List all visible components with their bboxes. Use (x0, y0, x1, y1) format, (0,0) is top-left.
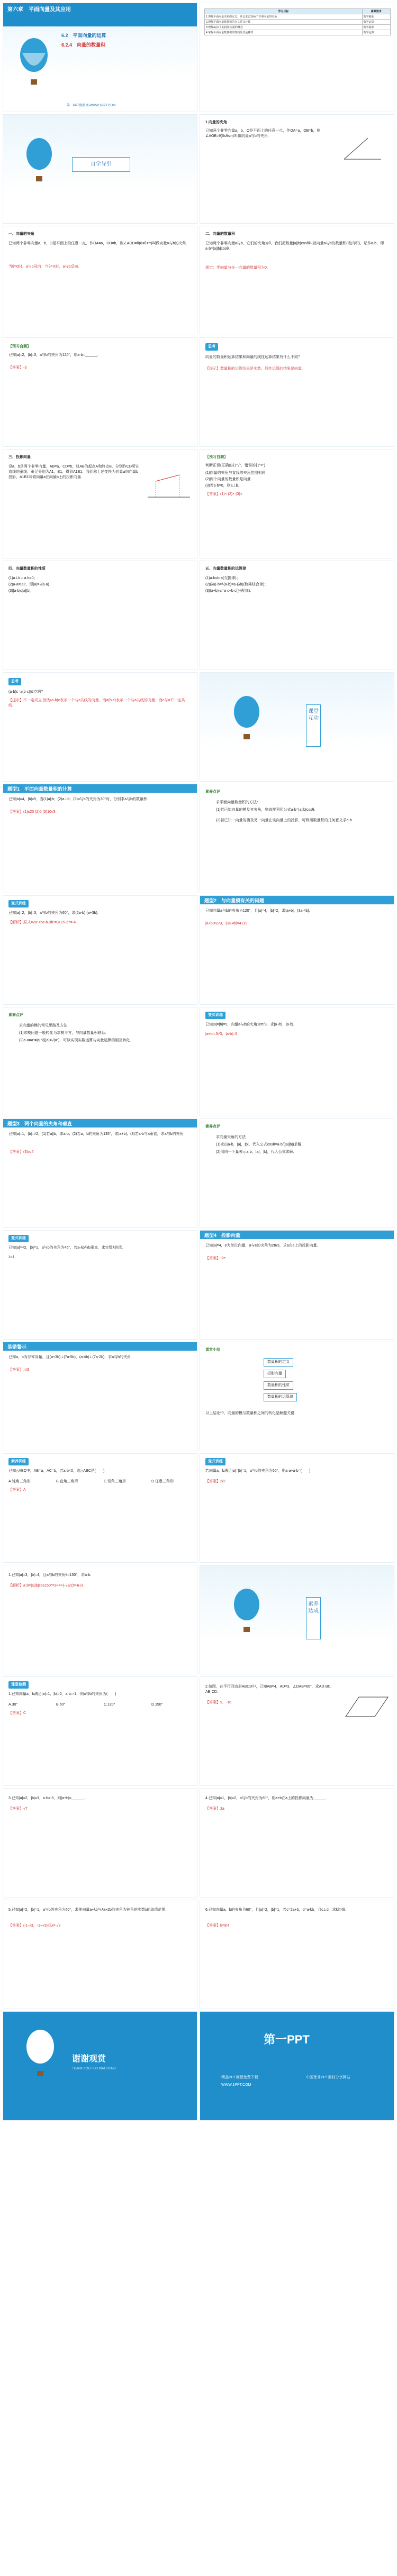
slide-variant-2 (200, 1007, 394, 1116)
check5-problem: 5.已知|a|=2，|b|=1，a与b的夹角为60°，求使向量a+λb与λa+2b的夹角为钝角的实数λ的取值范围. (8, 1908, 167, 1912)
think2-tag: 思考 (8, 678, 21, 685)
check1-opt-d: D.150° (151, 1703, 163, 1707)
goals-header2: 素养要求 (362, 9, 390, 14)
goal-row-1-req: 数学抽象 (362, 14, 390, 20)
literacy-tag: 素养训练 (8, 1458, 29, 1465)
slide-laws (200, 561, 394, 670)
cover-chapter: 第六章 平面向量及其应用 (7, 7, 71, 13)
comment2-item-2: (2)a·a=a²=|a|²或|a|=√(a²)，可以实现实数运算与向量运算的相互转化. (19, 1039, 131, 1042)
law-1: (1)a·b=b·a(交换律)； (205, 576, 240, 580)
slide-variant-1 (3, 895, 197, 1005)
slide-think-1 (200, 337, 394, 447)
type3-problem: 已知|a|=1，|b|=√2，(1)若a∥b，求a·b；(2)若a，b的夹角为135°，求|a+b|；(3)若a-b与a垂直，求a与b的夹角. (8, 1132, 185, 1136)
property-2: (2)a·a=|a|²，即|a|=√(a·a)； (8, 583, 53, 586)
slide-goals (200, 3, 394, 112)
slide-ad (200, 2011, 394, 2121)
summary-item-2: 投影向量 (264, 1370, 286, 1378)
slide-variant-3 (3, 1230, 197, 1340)
variant4-problem: 若向量a，b满足|a|=|b|=1，a与b的夹角为60°，则a·a+a·b=( ) (205, 1469, 311, 1473)
goals-header: 学习目标 (205, 9, 363, 14)
goals-table (204, 8, 391, 35)
summary-item-4: 数量积的运算律 (264, 1393, 297, 1401)
check3-answer: 【答案】√7 (8, 1807, 28, 1811)
check3-problem: 3.已知|a|=2，|b|=3，a·b=-3，则|a+b|=______. (8, 1796, 85, 1800)
slide-cover (3, 3, 197, 112)
goal-row-4-req: 数学运算 (362, 30, 390, 35)
cover-section: 6.2 平面向量的运算 (61, 33, 106, 38)
preview2-item-2: (2)两个向量的数量积是向量. (205, 478, 252, 481)
preview-title: 【预习自测】 (8, 345, 31, 349)
slide-preview-1 (3, 337, 197, 447)
angle-def-text: 已知两个非零向量a，b，O是平面上的任意一点，作OA=a，OB=b，则∠AOB=θ(0≤θ≤π)叫做向量a与b的夹角. (205, 129, 321, 138)
projection-body: 设a，b是两个非零向量，AB=a，CD=b，过AB的起点A和终点B，分别作CD所在直线的垂线，垂足分别为A1，B1，得到A1B1，我们称上述变换为向量a向向量b投影，A1B1叫做向量a在向量b上的投影向量. (8, 465, 139, 479)
comment1-item-2: (2)若已知一向量的模及另一向量在该向量上的投影，可利用数量积的几何意义求a·b. (216, 819, 353, 822)
balloon-icon (24, 136, 54, 189)
check2-answer: 【答案】9，-16 (205, 1701, 232, 1704)
check1-answer: 【答案】C (8, 1711, 26, 1715)
summary-title: 课堂小结 (205, 1348, 220, 1352)
preview2-item-1: (1)向量的夹角与直线的夹角范围相同. (205, 471, 267, 475)
summary-item-1: 数量积的定义 (264, 1358, 293, 1367)
goal-row-1: 1.理解平面向量夹角的定义，并会求已知两个非零向量的夹角 (205, 14, 363, 20)
comment3-title: 素养点评 (205, 1125, 220, 1129)
ad-line2: WWW.1PPT.COM (221, 2083, 251, 2087)
ad-brand: 第一PPT (264, 2033, 310, 2046)
think-question: 向量的数量积运算结果和向量的线性运算结果有什么不同？ (205, 355, 302, 359)
type3-title: 题型3 两个向量的夹角和垂直 (7, 1121, 73, 1126)
slide-literacy-achieved (200, 1565, 394, 1674)
slide-comment-1 (200, 784, 394, 893)
slide-comment-2 (3, 1007, 197, 1116)
warning-answer: 【答案】π/3 (8, 1368, 29, 1372)
check1-opt-b: B.60° (56, 1703, 66, 1707)
variant3-tag: 变式训练 (8, 1235, 29, 1242)
parallelogram-diagram (343, 1693, 391, 1719)
slide-type2 (200, 895, 394, 1005)
goal-row-3: 3.理解a在b上的投影向量的概念 (205, 25, 363, 30)
section-title-box: 自学导引 (72, 157, 130, 172)
comment2-lead: 求向量的模的常见思路及方法 (19, 1024, 67, 1028)
variant1-answer: 【解析】原式=2a²+5a·b-3b²=8+15-27=-4. (8, 921, 77, 924)
warning-title: 易错警示 (7, 1344, 27, 1350)
check-tag: 课堂检测 (8, 1681, 29, 1689)
check2-problem: 2.如图，在平行四边形ABCD中，已知AB=4，AD=3，∠DAB=60°，求AD·BC，AB·CD. (205, 1685, 335, 1694)
slide-type3 (3, 1119, 197, 1228)
slide-dot-def (200, 226, 394, 335)
type1-problem: 已知|a|=4，|b|=5，当(1)a∥b；(2)a⊥b；(3)a与b的夹角为30°时，分别求a与b的数量积. (8, 797, 148, 801)
comment3-item-1: (1)求出a·b，|a|，|b|，代入公式cosθ=a·b/(|a||b|)求解. (216, 1143, 303, 1147)
slide-check-3 (3, 1788, 197, 1897)
type2-answer: |a+b|=2√3，|3a-4b|=4√19 (205, 922, 248, 925)
variant3-answer: λ=1 (8, 1255, 15, 1259)
angle-section: 一、向量的夹角 (8, 232, 34, 236)
section-title-box-3: 素养达成 (306, 1597, 321, 1639)
angle-body: 已知两个非零向量a，b，O是平面上的任意一点，作OA=a，OB=b，则∠AOB=θ(0≤θ≤π)叫做向量a与b的夹角. (8, 242, 187, 245)
think2-question: (a·b)c=a(b·c)成立吗？ (8, 690, 45, 694)
type4-answer: 【答案】-2e (205, 1257, 226, 1260)
variant4-tag: 变式训练 (205, 1458, 225, 1465)
check4-problem: 4.已知|a|=1，|b|=2，a与b的夹角为60°，则a+b在a上的投影向量为______. (205, 1796, 327, 1800)
goal-row-3-req: 数学抽象 (362, 25, 390, 30)
preview-question: 已知|a|=2，|b|=3，a与b的夹角为120°，则a·b=______. (8, 353, 98, 357)
literacy-opt-a: A.钝角三角形 (8, 1480, 31, 1483)
check6-answer: 【答案】k=9/4 (205, 1924, 230, 1928)
dot-body: 已知两个非零向量a与b，它们的夹角为θ，我们把数量|a||b|cosθ叫做向量a与b的数量积(或内积)，记作a·b，即a·b=|a||b|cosθ. (205, 242, 384, 251)
property-3: (3)|a·b|≤|a||b|. (8, 589, 32, 593)
cover-subsection: 6.2.4 向量的数量积 (61, 42, 106, 48)
law-2: (2)(λa)·b=λ(a·b)=a·(λb)(数乘结合律)； (205, 583, 268, 586)
warning-problem: 已知a，b为非零向量，且(a+3b)⊥(7a-5b)，(a-4b)⊥(7a-2b)，求a与b的夹角. (8, 1355, 132, 1359)
comment1-title: 素养点评 (205, 790, 220, 794)
type1-answer: 【答案】(1)±20 (2)0 (3)10√3 (8, 810, 56, 814)
balloon-icon (232, 694, 261, 747)
think-answer: 【提示】数量积的运算结果是实数，线性运算的结果是向量. (205, 367, 303, 371)
angle-heading: 1.向量的夹角 (205, 121, 227, 124)
slide-check-6 (200, 1900, 394, 2009)
section-title-box-2: 课堂互动 (306, 704, 321, 747)
cover-footer: 第一PPT模板网-WWW.1PPT.COM (67, 104, 115, 107)
slide-check-5 (3, 1900, 197, 2009)
preview-answer: 【答案】-3 (8, 366, 27, 370)
check1-opt-a: A.30° (8, 1703, 18, 1707)
type2-title: 题型2 与向量模有关的问题 (204, 898, 265, 903)
slide-variant-4 (200, 1453, 394, 1563)
exercise1-answer: 【解析】a·b=|a||b|cos150°=3×4×(-√3/2)=-6√3. (8, 1584, 85, 1588)
check5-answer: 【答案】(-1-√3，-1+√3)且λ≠-√2 (8, 1924, 61, 1928)
think-tag: 思考 (205, 343, 218, 351)
projection-heading: 三、投影向量 (8, 455, 31, 459)
law-3: (3)(a+b)·c=a·c+b·c(分配律). (205, 589, 251, 593)
goal-row-2-req: 数学运算 (362, 20, 390, 25)
think2-answer: 【提示】不一定成立.因为(a·b)c表示一个与c共线的向量，而a(b·c)表示一个与a共线的向量，而c与a不一定共线. (8, 699, 185, 708)
balloon-icon (18, 36, 50, 94)
type4-problem: 已知|a|=4，e为单位向量，a与e的夹角为2π/3，求a在e上的投影向量. (205, 1244, 318, 1248)
check1-problem: 1.已知向量a，b满足|a|=1，|b|=2，a·b=-1，则a与b的夹角为( ) (8, 1692, 116, 1696)
variant2-problem: 已知|a|=|b|=5，向量a与b的夹角为π/3，求|a+b|，|a-b|. (205, 1023, 294, 1026)
slide-think-2 (3, 672, 197, 782)
variant2-answer: |a+b|=5√3，|a-b|=5 (205, 1032, 237, 1036)
literacy-opt-c: C.锐角三角形 (104, 1480, 126, 1483)
slide-projection (3, 449, 197, 558)
slide-type1 (3, 784, 197, 893)
preview2-prompt: 判断正误(正确的打“√”，错误的打“×”) (205, 464, 265, 467)
slide-type4 (200, 1230, 394, 1340)
property-1: (1)a⊥b⇔a·b=0； (8, 576, 38, 580)
preview2-item-3: (3)若a·b=0，则a⊥b. (205, 484, 239, 488)
slide-check-2 (200, 1676, 394, 1786)
slide-check-1 (3, 1676, 197, 1786)
comment1-item-1: (1)若已知向量的模及其夹角，则直接利用公式a·b=|a||b|cosθ. (216, 808, 315, 812)
slide-summary (200, 1342, 394, 1451)
variant1-tag: 变式训练 (8, 900, 29, 907)
variant4-answer: 【答案】3/2 (205, 1480, 225, 1483)
summary-note: 以上结论中，向量的模与数量积之间的转化是解题关键. (205, 1411, 295, 1415)
projection-diagram (145, 471, 193, 502)
literacy-opt-b: B.直角三角形 (56, 1480, 78, 1483)
type1-title: 题型1 平面向量数量积的计算 (7, 786, 73, 792)
variant2-tag: 变式训练 (205, 1012, 225, 1019)
slide-angle-def (200, 114, 394, 224)
goal-row-4: 4.掌握平面向量数量积的性质及其运算律 (205, 30, 363, 35)
dot-heading: 二、向量的数量积 (205, 232, 235, 236)
angle-diagram (339, 133, 386, 164)
slide-self-study-title (3, 114, 197, 224)
comment1-lead: 求平面向量数量积的方法： (216, 801, 260, 804)
comment2-item-1: (1)求模问题一般转化为求模平方，与向量数量积联系. (19, 1031, 106, 1035)
properties-heading: 四、向量数量积的性质 (8, 567, 46, 571)
slide-preview-2 (200, 449, 394, 558)
comment3-lead: 求向量夹角的方法 (216, 1135, 246, 1139)
slide-angle-text (3, 226, 197, 335)
slide-class-interaction (200, 672, 394, 782)
variant3-problem: 已知|a|=√2，|b|=1，a与b的夹角为45°，若a-λb与b垂直，求实数λ的值. (8, 1246, 123, 1250)
slide-check-4 (200, 1788, 394, 1897)
type3-answer: 【答案】(3)π/4 (8, 1150, 34, 1154)
slide-comment-3 (200, 1119, 394, 1228)
comment3-item-2: (2)用同一个量表示a·b，|a|，|b|，代入公式求解. (216, 1150, 294, 1154)
thanks-title: 谢谢观赏 (72, 2055, 106, 2064)
comment2-title: 素养点评 (8, 1013, 23, 1017)
variant1-problem: 已知|a|=2，|b|=3，a与b的夹角为60°，求(2a-b)·(a+3b). (8, 911, 98, 915)
ad-line1: 精品PPT模板免费下载 (221, 2076, 258, 2079)
slide-properties (3, 561, 197, 670)
literacy-problem: 已知△ABC中，AB=a，AC=b，若a·b<0，则△ABC是( ) (8, 1469, 105, 1473)
check1-opt-c: C.120° (104, 1703, 115, 1707)
goal-row-2: 2.理解平面向量数量积的含义并会计算 (205, 20, 363, 25)
preview2-title: 【预习自测】 (205, 455, 228, 459)
slide-exercise-1 (3, 1565, 197, 1674)
exercise1-problem: 1.已知|a|=3，|b|=4，且a与b的夹角θ=150°，求a·b. (8, 1573, 92, 1577)
literacy-opt-d: D.任意三角形 (151, 1480, 174, 1483)
slide-warning (3, 1342, 197, 1451)
angle-note: 当θ=0时，a与b同向；当θ=π时，a与b反向. (8, 265, 79, 269)
summary-item-3: 数量积的性质 (264, 1381, 293, 1390)
type2-problem: 已知向量a与b的夹角为120°，且|a|=4，|b|=2，求|a+b|，|3a-4b|. (205, 909, 310, 913)
type4-title: 题型4 投影向量 (204, 1233, 241, 1238)
preview2-answer: 【答案】(1)× (2)× (3)× (205, 492, 242, 496)
literacy-answer: 【答案】A (8, 1488, 26, 1492)
check4-answer: 【答案】2a (205, 1807, 224, 1811)
balloon-icon (232, 1587, 261, 1639)
ad-line3: 中国优秀PPT素材分享网站 (306, 2076, 350, 2079)
thanks-sub: THANK YOU FOR WATCHING (72, 2067, 116, 2070)
slide-literacy-train (3, 1453, 197, 1563)
balloon-icon (24, 2028, 56, 2086)
dot-rule: 规定：零向量与任一向量的数量积为0. (205, 266, 268, 270)
check6-problem: 6.已知向量a，b的夹角为60°，且|a|=2，|b|=1，若c=2a+b，d=a-kb，且c⊥d，求k的值. (205, 1908, 347, 1912)
laws-heading: 五、向量数量积的运算律 (205, 567, 246, 571)
slide-thanks (3, 2011, 197, 2121)
